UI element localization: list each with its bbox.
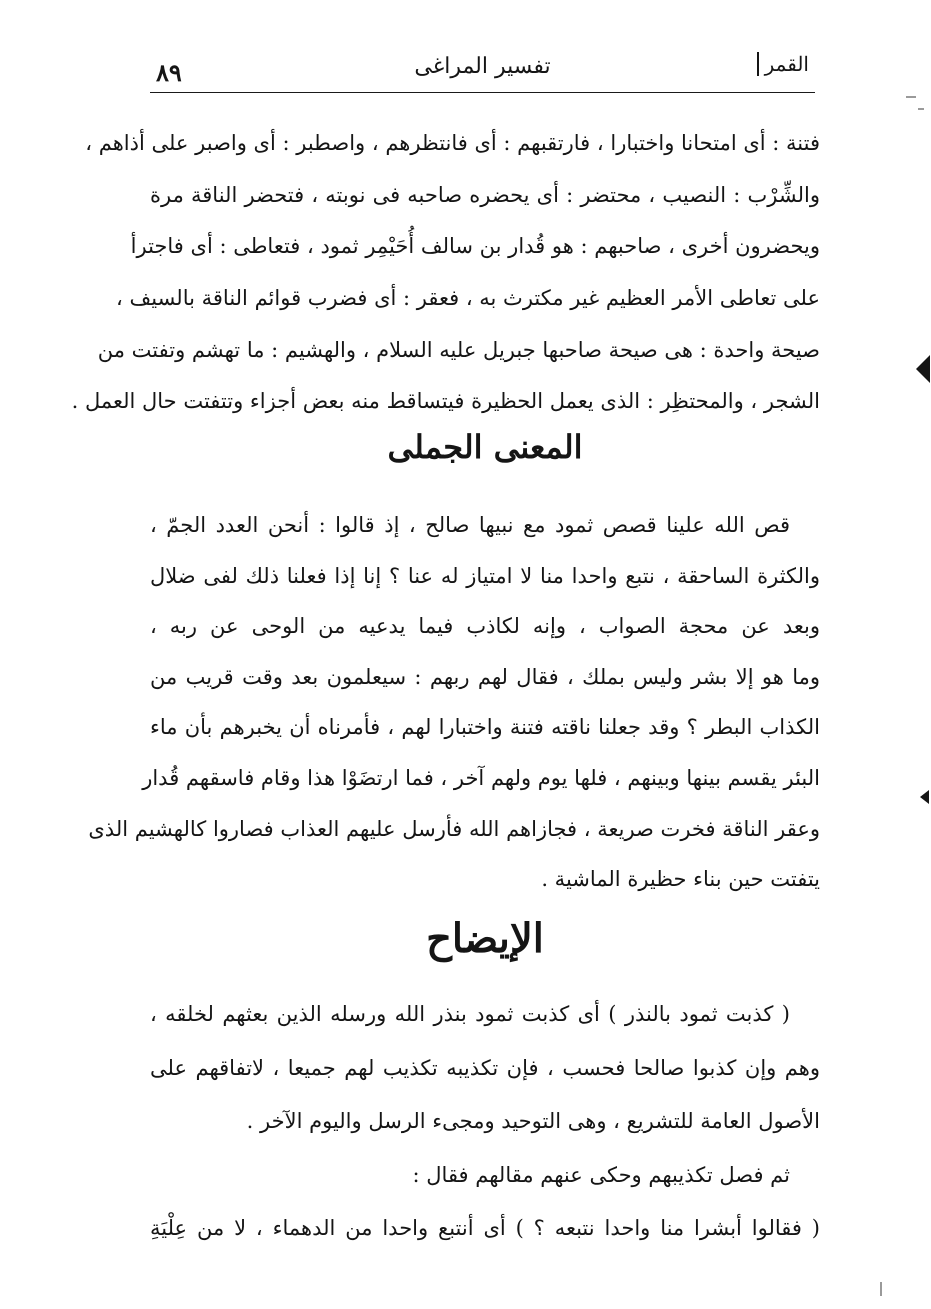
- text-line: صيحة واحدة : هى صيحة صاحبها جبريل عليه السلام ، والهشيم : ما تهشم وتفتت من: [97, 337, 820, 362]
- margin-binding-mark: [916, 355, 930, 383]
- text-line: ثم فصل تكذيبهم وحكى عنهم مقالهم فقال :: [412, 1162, 790, 1187]
- text-line: الكذاب البطر ؟ وقد جعلنا ناقته فتنة واختبارا لهم ، فأمرناه أن يخبرهم بأن ماء: [150, 715, 820, 740]
- page-number: ٨٩: [156, 58, 182, 87]
- text-line: البئر يقسم بينها وبينهم ، فلها يوم ولهم آخر ، فما ارتضَوْا هذا وقام فاسقهم قُدار: [142, 765, 820, 790]
- page-header: [150, 44, 815, 94]
- book-title: تفسير المراغى: [414, 54, 551, 79]
- section-heading-explanation: الإيضاح: [426, 915, 544, 962]
- text-line: على تعاطى الأمر العظيم غير مكترث به ، فعقر : أى فضرب قوائم الناقة بالسيف ،: [116, 286, 820, 311]
- scan-speck: [880, 1282, 882, 1296]
- text-line: الشجر ، والمحتظِر : الذى يعمل الحظيرة فيتساقط منه بعض أجزاء وتتفتت حال العمل .: [71, 389, 820, 414]
- scan-speck: [906, 96, 916, 98]
- text-line: فتنة : أى امتحانا واختبارا ، فارتقبهم : أى فانتظرهم ، واصطبر : أى واصبر على أذاهم ،: [85, 131, 820, 155]
- text-line: والكثرة الساحقة ، نتبع واحدا منا لا امتياز له عنا ؟ إنا إذا فعلنا ذلك لفى ضلال: [150, 563, 820, 588]
- text-line: ( كذبت ثمود بالنذر ) أى كذبت ثمود بنذر الله ورسله الذين بعثهم لخلقه ،: [150, 1002, 790, 1026]
- text-line: قص الله علينا قصص ثمود مع نبيها صالح ، إذ قالوا : أنحن العدد الجمّ ،: [150, 513, 790, 537]
- text-line: وما هو إلا بشر وليس بملك ، فقال لهم ربهم : سيعلمون بعد وقت قريب من: [150, 664, 820, 689]
- text-line: ( فقالوا أبشرا منا واحدا نتبعه ؟ ) أى أنتبع واحدا من الدهماء ، لا من عِلْيَةِ: [150, 1216, 820, 1240]
- text-line: الأصول العامة للتشريع ، وهى التوحيد ومجىء الرسل واليوم الآخر .: [246, 1109, 820, 1133]
- margin-binding-mark: [920, 790, 929, 804]
- explanation-paragraph: [150, 988, 820, 1256]
- glossary-paragraph: [71, 118, 820, 428]
- surah-name: القمر: [757, 52, 809, 76]
- text-line: وعقر الناقة فخرت صريعة ، فجازاهم الله فأرسل عليهم العذاب فصاروا كالهشيم الذى: [88, 816, 820, 841]
- text-line: وهم وإن كذبوا صالحا فحسب ، فإن تكذيبه تكذيب لهم جميعا ، لاتفاقهم على: [150, 1055, 820, 1080]
- scan-speck: [918, 108, 924, 110]
- text-line: يتفتت حين بناء حظيرة الماشية .: [541, 867, 820, 892]
- header-rule: [150, 92, 815, 93]
- text-line: وبعد عن محجة الصواب ، وإنه لكاذب فيما يدعيه من الوحى عن ربه ،: [150, 614, 820, 639]
- section-heading-summary: المعنى الجملى: [387, 428, 583, 466]
- summary-paragraph: [88, 500, 820, 905]
- text-line: والشِّرْب : النصيب ، محتضر : أى يحضره صاحبه فى نوبته ، فتحضر الناقة مرة: [150, 182, 820, 207]
- text-line: ويحضرون أخرى ، صاحبهم : هو قُدار بن سالف أُحَيْمِر ثمود ، فتعاطى : أى فاجترأ: [130, 234, 820, 259]
